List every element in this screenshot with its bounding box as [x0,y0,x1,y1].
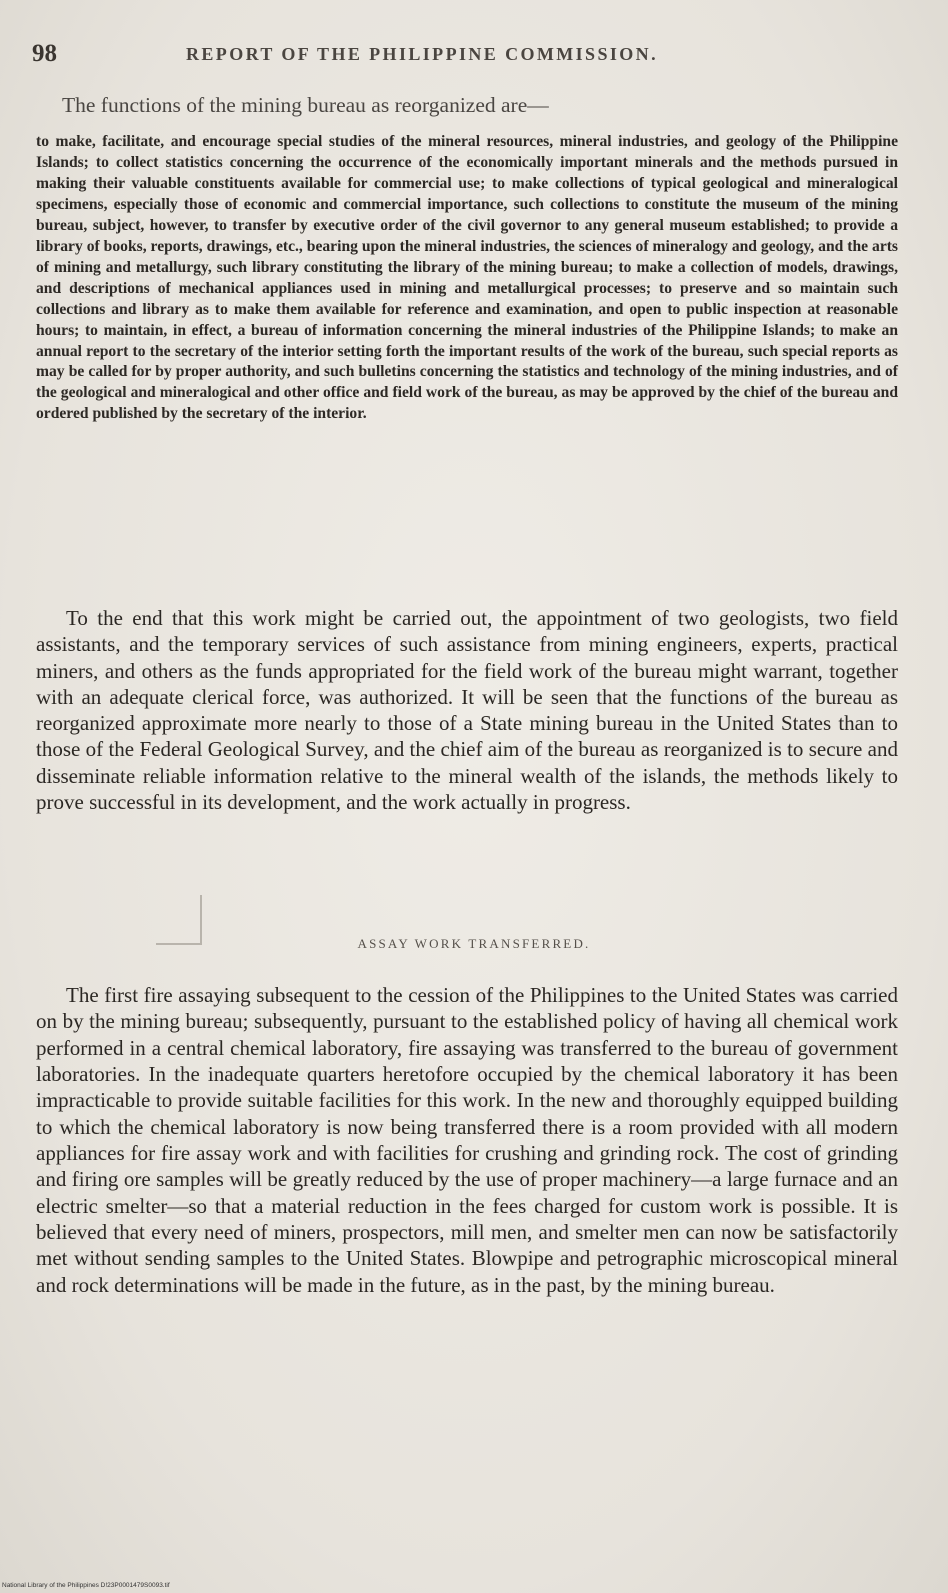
running-head: REPORT OF THE PHILIPPINE COMMISSION. [186,44,658,64]
intro-line: The functions of the mining bureau as reorganized are— [62,93,549,117]
page-header [32,40,912,76]
page-number: 98 [32,40,57,67]
section-heading: ASSAY WORK TRANSFERRED. [357,936,591,951]
body-paragraph-assay: The first fire assaying subsequent to the cession of the Philippines to the United States was carried on by the mining bureau; subsequently, pursuant to the established policy of having all chemical work performed in a central chemical laboratory, fire assaying was transferred to the bureau of government laboratories. In the inadequate quarters heretofore occupied by the chemical laboratory it has been impracticable to provide suitable facilities for this work. In the new and thoroughly equipped building to which the chemical laboratory is now being transferred there is a room provided with all modern appliances for fire assay work and with facilities for crushing and grinding rock. The cost of grinding and firing ore samples will be greatly reduced by the use of proper machinery—a large furnace and an electric smelter—so that a material reduction in the fees charged for custom work is possible. It is believed that every need of miners, prospectors, mill men, and smelter men can now be satisfactorily met without sending samples to the United States. Blowpipe and petrographic microscopical mineral and rock determinations will be made in the future, as in the past, by the mining bureau. [36,983,898,1297]
scan-footer-caption: National Library of the Philippines D!23P0001479S0093.tif [2,1582,170,1589]
quoted-functions-paragraph: to make, facilitate, and encourage special studies of the mineral resources, mineral industries, and geology of the Philippine Islands; to collect statistics concerning the occurrence of the economically important minerals and the methods pursued in making their valuable constituents available for commercial use; to make collections of typical geological and mineralogical specimens, especially those of economic and commercial importance, such collections to constitute the museum of the mining bureau, subject, however, to transfer by executive order of the civil governor to any general museum established; to provide a library of books, reports, drawings, etc., bearing upon the mineral industries, the sciences of mineralogy and geology, and the arts of mining and metallurgy, such library constituting the library of the mining bureau; to make a collection of models, drawings, and descriptions of mechanical appliances used in mining and metallurgical processes; to preserve and so maintain such collections and library as to make them available for reference and examination, and open to public inspection at reasonable hours; to maintain, in effect, a bureau of information concerning the mineral industries of the Philippine Islands; to make an annual report to the secretary of the interior setting forth the important results of the work of the bureau, such special reports as may be called for by proper authority, and such bulletins concerning the statistics and technology of the mining industries, and of the geological and mineralogical and other office and field work of the bureau, as may be approved by the chief of the bureau and ordered published by the secretary of the interior. [36,133,898,423]
body-paragraph-appointments: To the end that this work might be carried out, the appointment of two geologists, two field assistants, and the temporary services of such assistance from mining engineers, experts, practical miners, and others as the funds appropriated for the field work of the bureau might warrant, together with an adequate clerical force, was authorized. It will be seen that the functions of the bureau as reorganized approximate more nearly to those of a State mining bureau in the United States than to those of the Federal Geological Survey, and the chief aim of the bureau as reorganized is to secure and disseminate reliable information relative to the mineral wealth of the islands, the methods likely to prove successful in its development, and the work actually in progress. [36,606,898,814]
